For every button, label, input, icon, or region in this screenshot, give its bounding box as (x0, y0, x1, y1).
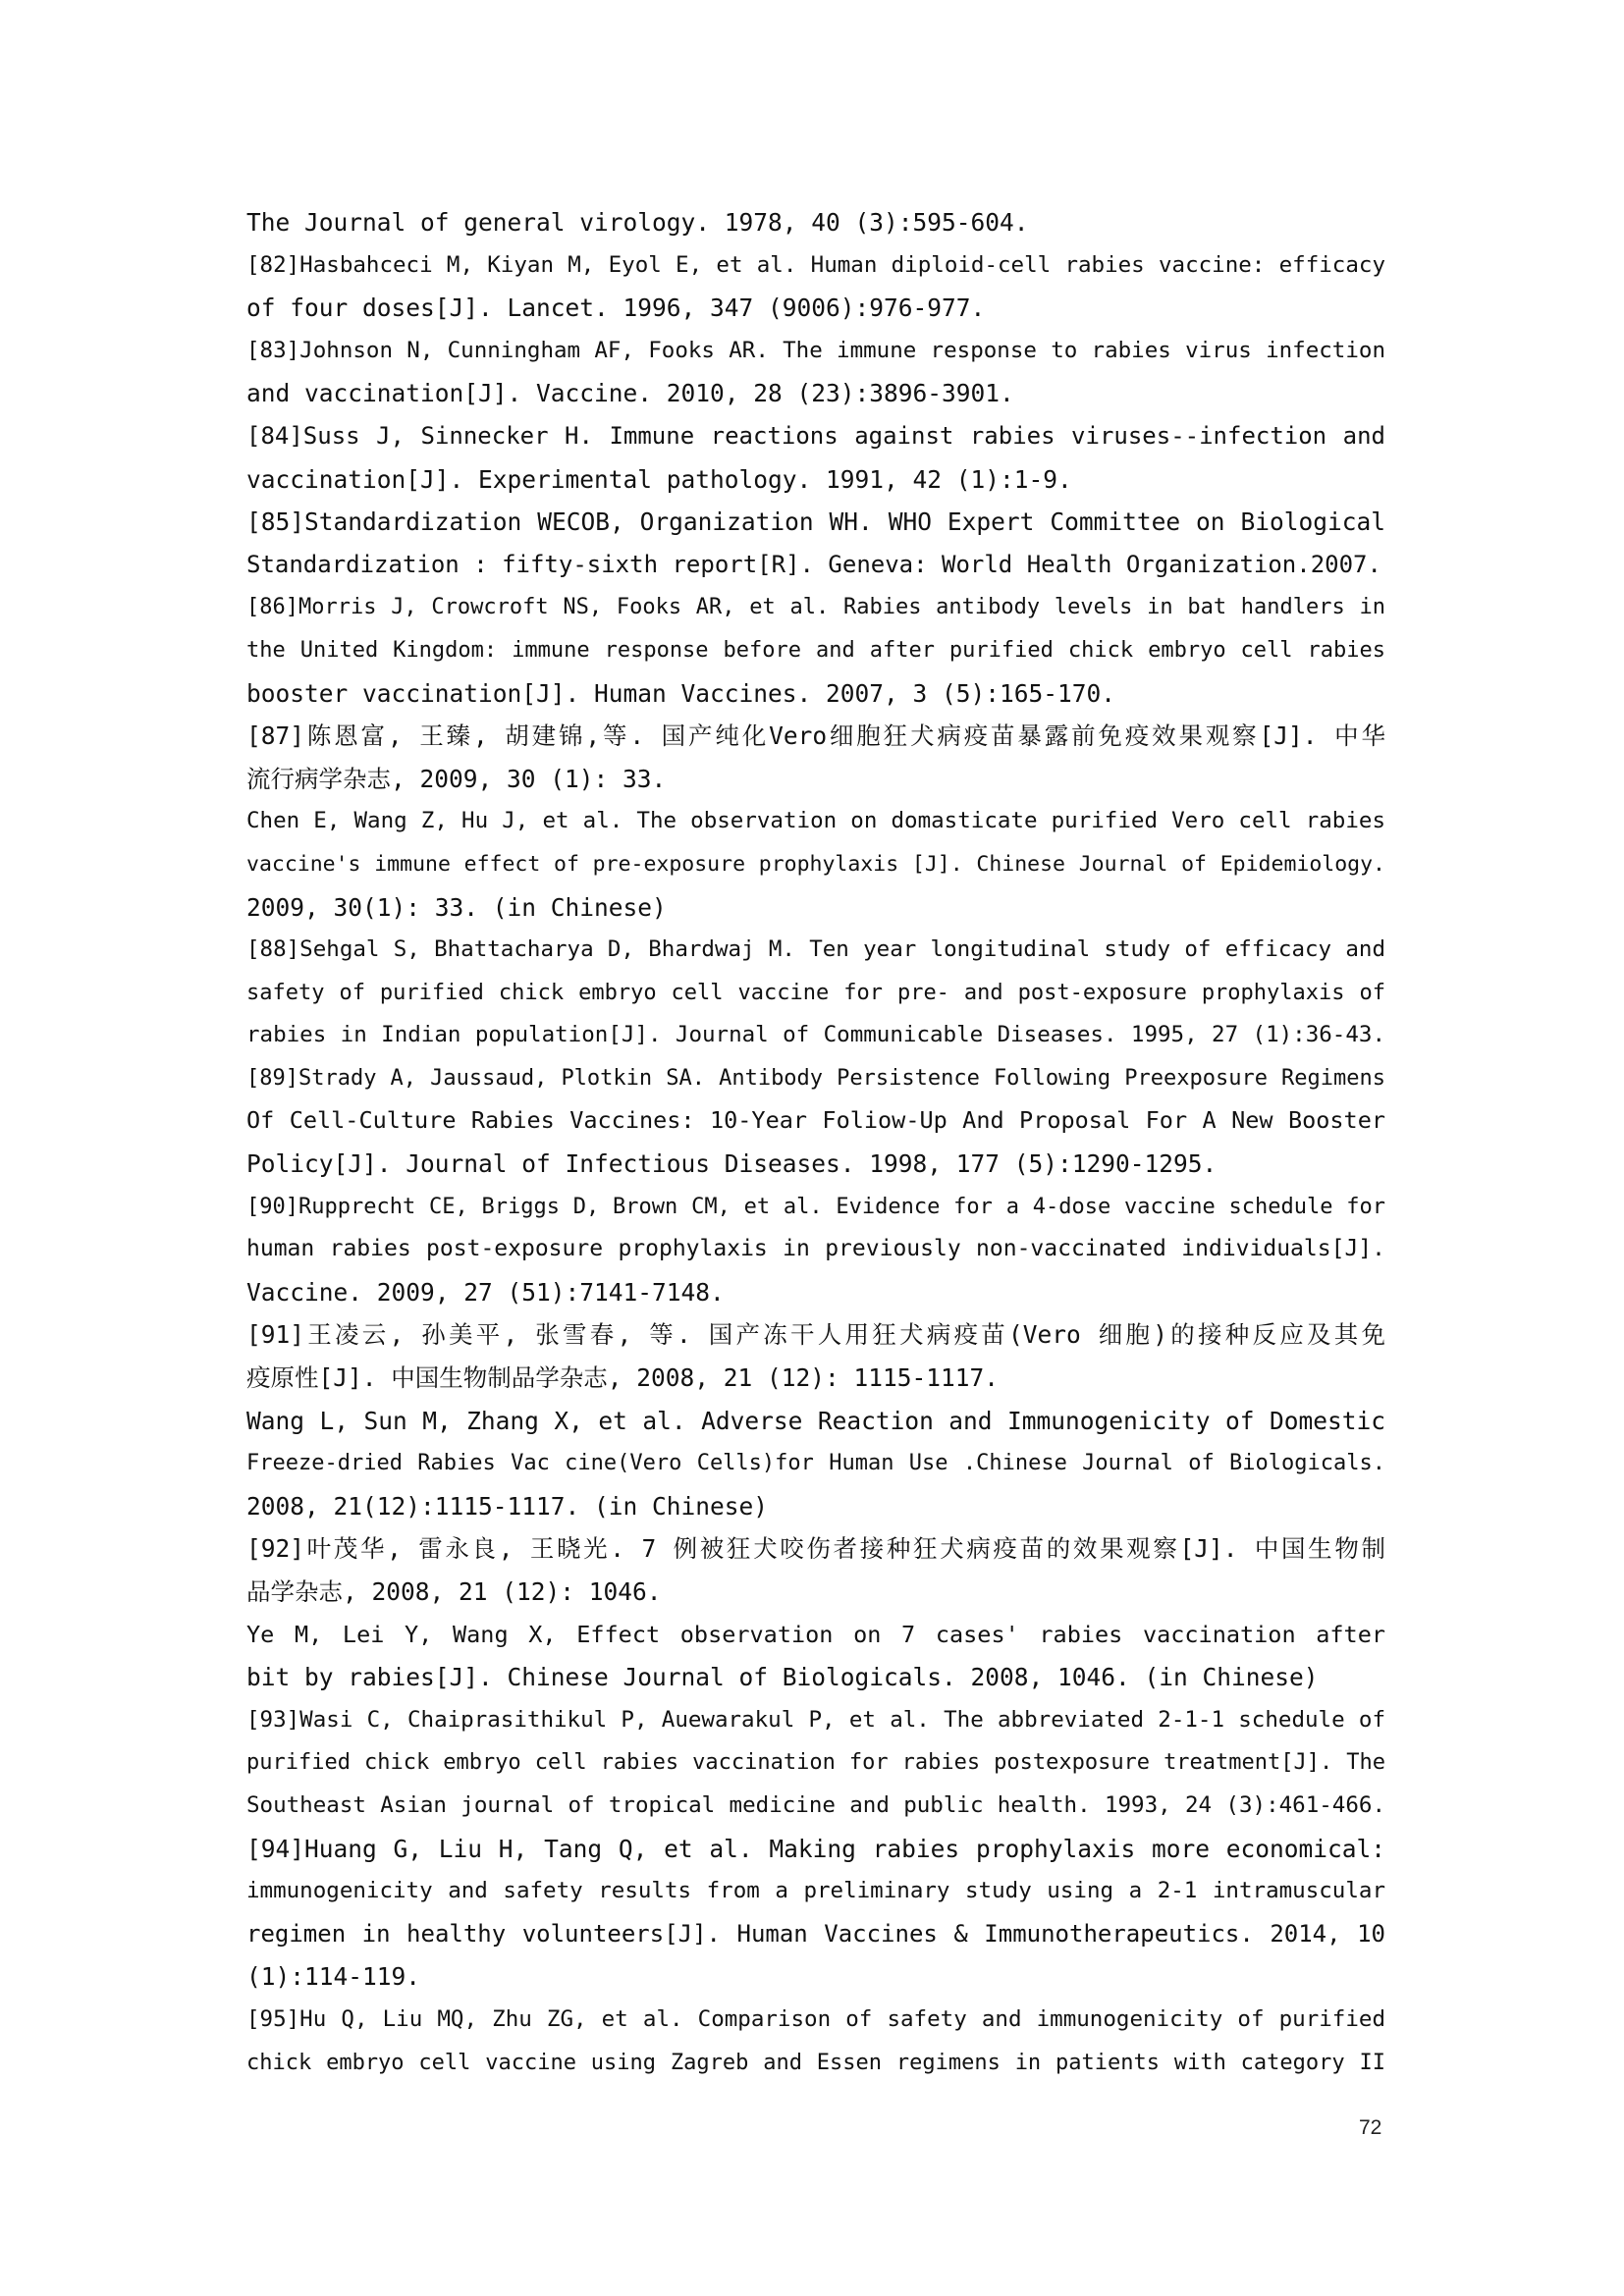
reference-line: [87]陈恩富, 王臻, 胡建锦,等. 国产纯化Vero细胞狂犬病疫苗暴露前免疫效果观察[J]. 中华 (246, 721, 1385, 751)
reference-line: 品学杂志, 2008, 21 (12): 1046. (246, 1577, 662, 1606)
reference-line: [90]Rupprecht CE, Briggs D, Brown CM, et al. Evidence for a 4-dose vaccine schedule for (246, 1194, 1385, 1219)
reference-line: Vaccine. 2009, 27 (51):7141-7148. (246, 1277, 725, 1307)
reference-line: 2009, 30(1): 33. (in Chinese) (246, 892, 667, 922)
reference-line: of four doses[J]. Lancet. 1996, 347 (9006):976-977. (246, 294, 986, 323)
reference-line: 流行病学杂志, 2009, 30 (1): 33. (246, 764, 667, 793)
reference-list (246, 201, 1385, 2084)
reference-line: booster vaccination[J]. Human Vaccines. 2007, 3 (5):165-170. (246, 678, 1116, 708)
reference-line: human rabies post-exposure prophylaxis in previously non-vaccinated individuals[J]. (246, 1236, 1385, 1262)
reference-line: 2008, 21(12):1115-1117. (in Chinese) (246, 1491, 769, 1521)
reference-line: purified chick embryo cell rabies vaccination for rabies postexposure treatment[J]. The (246, 1750, 1385, 1776)
reference-line: [95]Hu Q, Liu MQ, Zhu ZG, et al. Comparison of safety and immunogenicity of purified (246, 2005, 1385, 2032)
reference-line: vaccination[J]. Experimental pathology. 1991, 42 (1):1-9. (246, 464, 1072, 494)
reference-line: [92]叶茂华, 雷永良, 王晓光. 7 例被狂犬咬伤者接种狂犬病疫苗的效果观察[J]. 中国生物制 (246, 1534, 1385, 1564)
reference-line: [93]Wasi C, Chaiprasithikul P, Auewarakul P, et al. The abbreviated 2-1-1 schedule of (246, 1706, 1385, 1733)
reference-line: 疫原性[J]. 中国生物制品学杂志, 2008, 21 (12): 1115-1117. (246, 1363, 1000, 1393)
reference-line: Freeze-dried Rabies Vac cine(Vero Cells)for Human Use .Chinese Journal of Biologicals. (246, 1451, 1385, 1476)
reference-line: The Journal of general virology. 1978, 40 (3):595-604. (246, 208, 1029, 237)
reference-line: Chen E, Wang Z, Hu J, et al. The observation on domasticate purified Vero cell rabies (246, 808, 1385, 834)
page-number: 72 (1359, 2116, 1382, 2139)
reference-line: and vaccination[J]. Vaccine. 2010, 28 (23):3896-3901. (246, 379, 1014, 408)
reference-line: vaccine's immune effect of pre-exposure prophylaxis [J]. Chinese Journal of Epidemiology. (246, 851, 1385, 877)
reference-line: [86]Morris J, Crowcroft NS, Fooks AR, et al. Rabies antibody levels in bat handlers in (246, 595, 1385, 620)
reference-line: [85]Standardization WECOB, Organization WH. WHO Expert Committee on Biological (246, 507, 1385, 537)
reference-line: Wang L, Sun M, Zhang X, et al. Adverse Reaction and Immunogenicity of Domestic (246, 1406, 1385, 1435)
reference-line: [84]Suss J, Sinnecker H. Immune reactions against rabies viruses--infection and (246, 421, 1385, 450)
reference-line: [83]Johnson N, Cunningham AF, Fooks AR. The immune response to rabies virus infection (246, 337, 1385, 363)
reference-line: bit by rabies[J]. Chinese Journal of Biologicals. 2008, 1046. (in Chinese) (246, 1663, 1319, 1692)
reference-line: Ye M, Lei Y, Wang X, Effect observation on 7 cases' rabies vaccination after (246, 1620, 1385, 1648)
reference-line: chick embryo cell vaccine using Zagreb and Essen regimens in patients with category II (246, 2050, 1385, 2075)
reference-line: rabies in Indian population[J]. Journal of Communicable Diseases. 1995, 27 (1):36-43. (246, 1022, 1385, 1048)
reference-line: Policy[J]. Journal of Infectious Diseases. 1998, 177 (5):1290-1295. (246, 1149, 1218, 1179)
reference-line: [88]Sehgal S, Bhattacharya D, Bhardwaj M. Ten year longitudinal study of efficacy and (246, 936, 1385, 963)
reference-line: safety of purified chick embryo cell vaccine for pre- and post-exposure prophylaxis of (246, 980, 1385, 1005)
reference-line: the United Kingdom: immune response before and after purified chick embryo cell rabies (246, 637, 1385, 663)
reference-line: [89]Strady A, Jaussaud, Plotkin SA. Antibody Persistence Following Preexposure Regimens (246, 1065, 1385, 1091)
reference-line: [82]Hasbahceci M, Kiyan M, Eyol E, et al. Human diploid-cell rabies vaccine: efficacy (246, 251, 1385, 278)
reference-line: regimen in healthy volunteers[J]. Human Vaccines & Immunotherapeutics. 2014, 10 (246, 1919, 1385, 1948)
reference-line: [91]王凌云, 孙美平, 张雪春, 等. 国产冻干人用狂犬病疫苗(Vero 细胞)的接种反应及其免 (246, 1320, 1385, 1350)
reference-line: (1):114-119. (246, 1962, 421, 1992)
reference-line: immunogenicity and safety results from a preliminary study using a 2-1 intramuscular (246, 1878, 1385, 1904)
reference-line: Southeast Asian journal of tropical medicine and public health. 1993, 24 (3):461-466. (246, 1791, 1385, 1818)
reference-line: Standardization : fifty-sixth report[R]. Geneva: World Health Organization.2007. (246, 550, 1381, 578)
reference-line: [94]Huang G, Liu H, Tang Q, et al. Making rabies prophylaxis more economical: (246, 1834, 1385, 1863)
reference-line: Of Cell-Culture Rabies Vaccines: 10-Year Foliow-Up And Proposal For A New Booster (246, 1106, 1385, 1135)
